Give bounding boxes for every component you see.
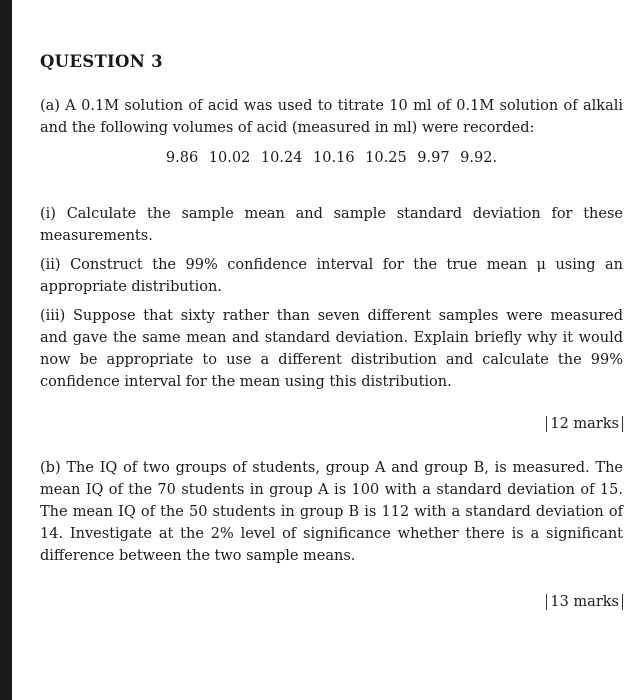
- question-title: QUESTION 3: [40, 52, 163, 71]
- measurement-values: 9.86 10.02 10.24 10.16 10.25 9.97 9.92.: [165, 150, 498, 166]
- part-a-marks-label: 12 marks: [546, 416, 623, 432]
- question-page: [40, 52, 623, 635]
- part-a-marks: [40, 413, 623, 435]
- part-b-marks: [40, 591, 623, 613]
- part-b-text: (b) The IQ of two groups of students, group A and group B, is measured. The mean IQ of the 70 students in group A is 100 with a standard deviation of 15. The mean IQ of the 50 students in group B is 112 with a standard deviation of 14. Investigate at the 2% level of significance whether there is a significant difference between the two sample means.: [40, 460, 623, 564]
- part-a-ii: (ii) Construct the 99% confidence interval for the true mean μ using an appropriate distribution.: [40, 257, 623, 295]
- part-a-iii: (iii) Suppose that sixty rather than seven different samples were measured and gave the same mean and standard deviation. Explain briefly why it would now be appropriate to use a different distribution and calculate the 99% confidence interval for the mean using this distribution.: [40, 308, 623, 390]
- left-edge-bar: [0, 0, 12, 700]
- part-a-i: (i) Calculate the sample mean and sample standard deviation for these measurements.: [40, 206, 623, 244]
- part-a-intro: (a) A 0.1M solution of acid was used to titrate 10 ml of 0.1M solution of alkali and the following volumes of acid (measured in ml) were recorded:: [40, 98, 623, 136]
- part-b-marks-label: 13 marks: [546, 594, 623, 610]
